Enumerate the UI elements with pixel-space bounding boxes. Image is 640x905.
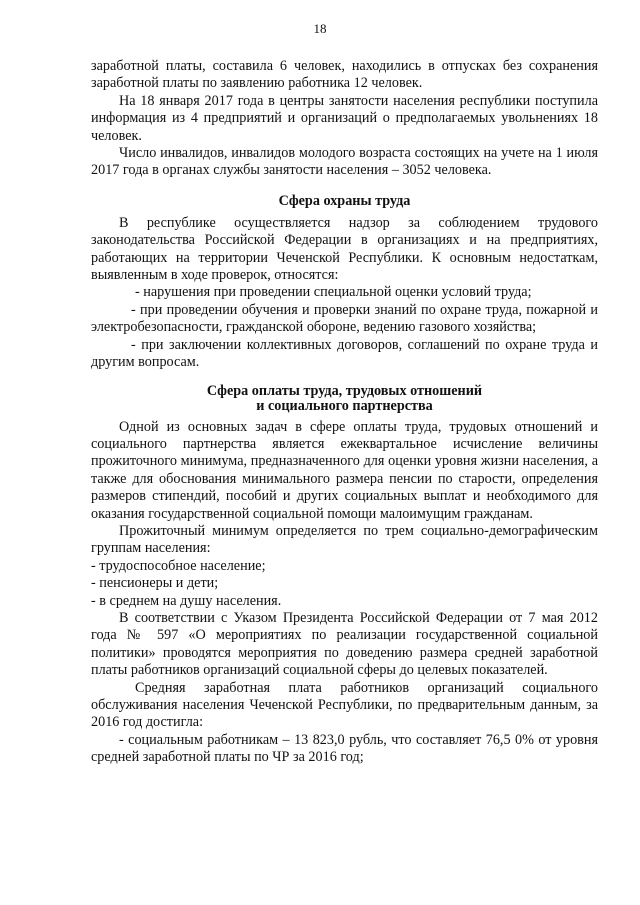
section-heading-labor-protection: Сфера охраны труда [278,192,411,209]
paragraph-disabled-count: Число инвалидов, инвалидов молодого возраста состоящих на учете на 1 июля 2017 года в органах службы занятости населения – 3052 человека. [91,145,598,179]
paragraph-supervision: В республике осуществляется надзор за соблюдением трудового законодательства Российской Федерации в организациях и на предприятиях, работающих на территории Чеченской Республики. К основным недостаткам, выявленным в ходе проверок, относятся: [91,214,598,284]
paragraph-decree: В соответствии с Указом Президента Российской Федерации от 7 мая 2012 года № 597 «О мероприятиях по реализации государственной социальной политики» проводятся мероприятия по доведению размера средней заработной платы работников организаций социальной сферы до целевых показателей. [91,609,598,679]
page-number: 18 [313,21,327,36]
section-heading-wages-line1: Сфера оплаты труда, трудовых отношений [206,382,483,399]
section-heading-wages-line2: и социального партнерства [256,397,433,414]
list-item-pensioners-children: - пенсионеры и дети; [91,575,219,592]
list-item-working-age: - трудоспособное население; [91,557,266,574]
paragraph-social-workers: - социальным работникам – 13 823,0 рубль, что составляет 76,5 0% от уровня средней заработной платы по ЧР за 2016 год; [91,731,598,766]
list-item-assessment: - нарушения при проведении специальной оценки условий труда; [135,284,532,301]
list-item-training: - при проведении обучения и проверки знаний по охране труда, пожарной и электробезопасности, гражданской обороне, ведению газового хозяйства; [91,301,598,336]
paragraph-groups: Прожиточный минимум определяется по трем социально-демографическим группам населения: [91,522,598,557]
paragraph-layoffs-info: На 18 января 2017 года в центры занятости населения республики поступила информация из 4 предприятий и организаций о предполагаемых увольнениях 18 человек. [91,92,598,144]
paragraph-subsistence-minimum: Одной из основных задач в сфере оплаты труда, трудовых отношений и социального партнерства является ежеквартальное исчисление величины прожиточного минимума, предназначенного для оценки уровня жизни населения, а также для обоснования минимального размера пенсии по старости, определения размеров стипендий, пособий и других социальных выплат и необходимого для оказания государственной социальной помощи малоимущим гражданам. [91,418,598,522]
list-item-agreements: - при заключении коллективных договоров, соглашений по охране труда и другим вопросам. [91,336,598,371]
document-body [91,58,598,767]
list-item-per-capita: - в среднем на душу населения. [91,592,282,609]
section-heading-wages [91,384,598,414]
paragraph-continuation: заработной платы, составила 6 человек, находились в отпусках без сохранения заработной платы по заявлению работника 12 человек. [91,58,598,92]
paragraph-average-wage: Средняя заработная плата работников организаций социального обслуживания населения Чеченской Республики, по предварительным данным, за 2016 год достигла: [91,679,598,731]
